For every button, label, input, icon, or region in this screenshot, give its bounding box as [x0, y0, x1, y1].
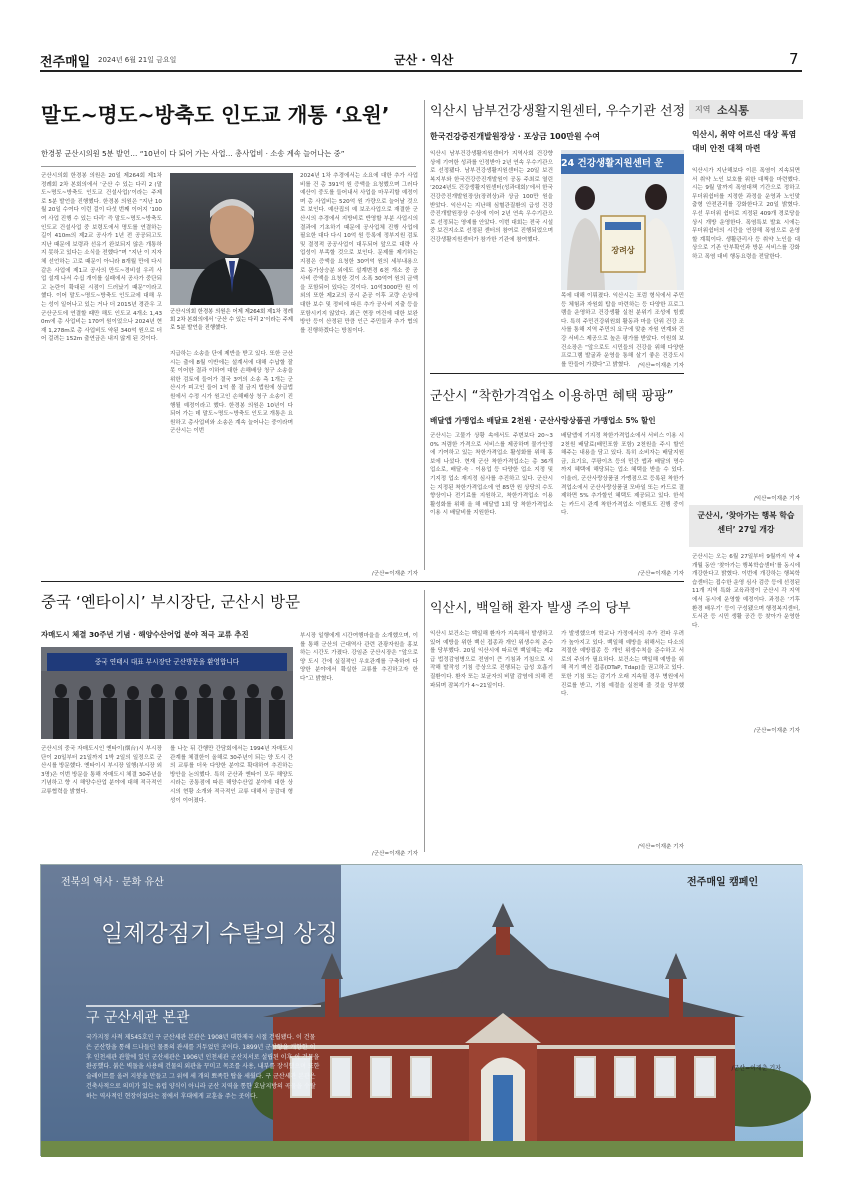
article-1-byline: /군산=이재춘 기자 [371, 571, 418, 577]
feature-campaign: 전주매일 캠페인 [687, 877, 759, 888]
award-banner-text: 24 건강생활지원센터 운 [561, 154, 684, 174]
article-2-col-1: 익산시 남부건강생활지원센터가 지역사회 건강향상에 기여한 성과를 인정받아 2년 연속 우수기관으로 선정됐다. 남부건강생활지원센터는 20일 보건복지부와 한국건강증진개발원이 공동 주최로 열린 ‘2024년도 건강생활지원센터(성과대회)’에서 한국건강증진개발원장상(장려상)과 상금 100만 원을 받았다. 익산시는 지난해 심혈관질환의 급성 건강증진개발원장상 수상에 이어 2년 연속 우수기관으로 선정되는 영예를 안았다. 이번 대회는 전국 시설 중 보건지소로 선정된 센터의 참여로 진행되었으며 건강생활지원센터가 참가한 기관에 참여했다. [430, 151, 553, 243]
article-4-subtitle: 자매도시 체결 30주년 기념 · 해양수산어업 분야 적극 교류 추진 [41, 630, 249, 639]
sidebar-tag: 지역 [695, 105, 711, 114]
divider [41, 166, 416, 167]
article-4-col-1: 군산시의 중국 자매도시인 옌타이(烟台)시 부시장단이 20일부터 21일까지 1박 2일의 일정으로 군산시를 방문했다. 옌타이시 부시장 일행(부시장 외 3명)은 이번 방문을 통해 자매도시 체결 30주년을 기념하고 향 시 해양수산업 분야에 대해 적극적인 교류협력을 밝혔다. [41, 746, 162, 795]
sidebar-item-1-title: 익산시, 취약 어르신 대상 폭염 대비 안전 대책 마련 [692, 130, 797, 153]
article-1-subtitle: 한경봉 군산시의원 5분 발언… “10년이 다 되어 가는 사업… 총사업비 · 소송 계속 늘어나는 중” [41, 149, 345, 158]
article-4-byline: /군산=이재춘 기자 [371, 851, 418, 857]
article-5-headline: 익산시, 백일해 환자 발생 주의 당부 [430, 601, 631, 616]
divider [430, 373, 684, 374]
article-1-col-3: 지급하는 소송을 단에 제반을 받고 있다. 또한 군산시는 출에 8월 이반에는 설계서에 대해 수납할 잘 못 이어한 결과 이하여 대한 손해배상 청구 소송을 위한 검토에 들어가 결국 3여의 소송 측 1개는 군산시가 피고인 들어 1억 볼 결 금지 법원에 상급법원에서 수정 시가 원고인 손해배상 청구 소송이 진행될 예정이라고 했다. 한경봉 의원은 10년이 다 되어 가는 데 말도~명도~방축도 인도교 개통은 요원하고 총사업비와 소송은 계속 늘어나는 중이라며 군산시는 이번 [170, 351, 293, 435]
article-3-byline: /군산=이재춘 기자 [637, 571, 684, 577]
feature-photo-credit: /군산=이재춘 기자 [731, 1065, 781, 1072]
sidebar-header [689, 100, 803, 119]
sidebar-item-1-byline: /익산=이재춘 기자 [753, 496, 800, 502]
feature-kicker: 전북의 역사 · 문화 유산 [61, 877, 164, 888]
article-2-subtitle: 한국건강증진개발원장상 · 포상금 100만원 수여 [430, 132, 600, 141]
article-1-photo [170, 173, 293, 305]
feature-body: 국가지정 사적 제545호인 구 군산세관 본관은 1908년 대한제국 시절 건립됐다. 이 건물은 군산항을 통해 드나들던 물품의 관세를 거두었던 곳이다. 1899년 군산항을 개항한 이후 인천세관 관할에 있던 군산세관은 1906년 인천세관 군산지서로 설립된 이후 이 건물을 완공했다. 붉은 벽돌을 사용해 건물의 외관을 꾸미고 목조를 사용, 내부를 장식했으며 또한 슬레이트를 올려 지붕을 만들고 그 위에 세 개의 뾰족한 탑을 세웠다. 구 군산세관 본관은 건축사적으로 의미가 있는 유럽 양식이 아니라 군산 지역을 통한 호남지방의 곡물을 수탈하는 역사적인 현장이었다는 점에서 후대에게 교훈을 주는 곳이다. [86, 1034, 320, 1100]
article-4-headline: 중국 ‘옌타이시’ 부시장단, 군산시 방문 [41, 593, 301, 611]
article-3-subtitle: 배달앱 가맹업소 배달료 2천원 · 군산사랑상품권 가맹업소 5% 할인 [430, 416, 656, 425]
article-2-photo [561, 150, 684, 290]
section-title: 군산 · 익산 [394, 53, 454, 67]
article-4-col-3: 부시장 일행에게 시간여행마을을 소개했으며, 이를 통해 군산의 근대역사 관련 관광자원을 홍보하는 시간도 가졌다. 강임준 군산시장은 “앞으로 양 도시 간에 실질적인 우호관계를 구축하여 다양한 분야에서 확실한 교류를 추진하고자 한다”고 밝혔다. [300, 633, 418, 682]
sidebar-item-1-body: 익산시가 지난해보다 이른 폭염이 지속되면서 취약 노인 보호를 위한 대책을 마련했다. 시는 9월 말까지 폭염대책 기간으로 정하고 무더위쉼터를 지정한 과정을 운영과 노인맞춤형 안전관리를 강화한다고 20일 밝혔다. 우선 무더위 쉼터로 지정된 409개 경로당을 상시 개방 운영한다. 폭염특보 발효 시에는 무더위쉼터의 시간을 연장해 폭염으로 운영할 계획이다. 생활관리사 등 취약 노인을 대상으로 기존 안부확인과 방문 서비스를 강화하고 폭염 대비 행동요령을 전달한다. [692, 168, 800, 260]
article-3-col-2: 배달앱에 기지정 착한가격업소에서 서비스 이용 시 2천원 배달료(배민포함 포함) 2천원을 주시 할인해주는 내용을 담고 있다. 특히 소비자는 배달지원금, 요기요, 쿠팡이츠 등의 민간 앱과 배달의 명수까지 혜택에 해당되는 업소 혜택을 받을 수 있다. 이울러, 군산사랑상품권 가맹점으로 등록된 착한가격업소에서 군산사랑상품권 모바일 또는 카드로 결제하면 5% 추가할인 혜택도 제공되고 있다. 한석는 카드시 관계 착한가격업소 이벤트도 진행 중이다. [561, 433, 684, 517]
sidebar-item-2-byline: /군산=이재춘 기자 [753, 728, 800, 734]
header-date: 2024년 6월 21일 금요일 [98, 56, 177, 64]
article-4-photo [41, 647, 293, 739]
masthead-logo: 전주매일 [40, 55, 91, 70]
article-1-photo-caption: 군산시의회 한경봉 의원은 어제 제264회 제1차 정례회 2차 본회의에서 ‘군산 수 있는 다리 2’이라는 주제로 5분 발언을 진행했다. [170, 309, 293, 331]
article-3-col-1: 군산시는 고물가 상황 속에서도 주변보다 20~30% 저렴한 가격으로 서비스를 제공하며 물가안정에 기여하고 있는 착한가격업소 활성화를 위해 홍보에 나섰다. 현재 군산 착한가격업소는 총 36개 업소로, 배달·숙 · 이용업 등 다양한 업소 지정 및 기지정 업소 재지정 심사를 추진하고 있다. 군산시는 지정된 착한가격업소에 연 85만 원 상당의 수도 향상이나 전기료를 지원하고, 착한가격업소 이용 활성화를 위해 올 해 배달앱 1회 당 착한가격업소 이용 시 배달비를 지원한다. [430, 433, 553, 517]
article-1-headline: 말도~명도~방축도 인도교 개통 ‘요원’ [41, 103, 390, 127]
article-1-col-2: 2024년 1차 추경에서는 소요에 대한 추가 사업비를 건 총 391억 원 증액을 요청했으며 그러다 예산이 중도를 들어내서 사업을 마무리할 예정이며 총 사업비는 520억 원 가량으로 늘어날 것으로 보인다. 예산집의 예 보조사업으로 재결한 군산시의 추경에서 지방비로 반영할 부분 사업시의 결과에 기초하기 때문에 공사업체 진행 사업에 필요한 대다 다시 10억 원 등록에 정부지원 검토 및 결정적 공공사업이 대두되어 앞으로 대략 사업성이 부족할 것으로 보인다. 문제를 제기하는 지점은 증액을 요청한 30여억 원의 세부내용으로 동가상승분 외에도 설계변경 6천 개소 중 공사비 증액을 요청한 것이 소폭 30억여 원의 금액을 포함되어 있다는 것이다. 10억3000만 원 이외의 또한 제2교의 공시 준공 이후 교량 손상에 대한 보수 및 정비에 따른 추가 공사비 지출 등을 포함시키지 않았다. 최근 현장 여건에 대한 보완 방안 등이 산정된 만큼 인근 주민들과 추가 협의를 진행하겠다는 방침이다. [300, 173, 418, 334]
header-rule [40, 70, 802, 72]
feature-subtitle: 구 군산세관 본관 [86, 1010, 190, 1026]
article-4-col-2: 를 나눈 뒤 간행만 간담회에서는 1994년 자매도시 관계를 체결한이 올해로 30주년이 되는 양 도시 간의 교류를 더욱 다양한 분야로 확대하여 추진하는 방안을 논의했다. 특히 군산과 옌타이 모두 해양도시라는 공통점에 따른 해양수산업 분야에 대한 상 시의 현황 소개와 적극적인 교류 대해서 공감대 형성이 이어졌다. [170, 746, 293, 804]
article-1-col-1: 군산시의회 한경봉 의원은 20일 제264회 제1차 정례회 2차 본회의에서 ‘군산 수 있는 다리 2 (말도~명도~방축도 인도교 건설사업)’이라는 주제로 5분 발언을 진행했다. 한경봉 의원은 “지난 10월 20일 수여다 이런 걸이 다섯 번째 이어지 ‘100여 사업 진행 수 있는 다리’ 즉 말도~명도~방축도 인도교 건설사업 중 보령도에서 명도를 연결하는 길이 410m의 제2교 공사가 1년 전 공공되고도 지난 때문에 보령과 선유기 완보되지 않은 개통하지 못하고 있다는 소식을 전했다”며 “지난 이 지자체 선언하는 고로 때문이 아니라 8개월 만에 다시 같은 사업에 제1교 공사의 만도~경비설 우리 사업 설계 나서 수십 개이를 실패에서 공사가 중단되고 논란이 확대된 시점이 드러났기 때문”이라고 했다. 이어 말도~명도~방축도 인도교에 대해 우는 성이 일어나고 있는 거나 더 2015년 경관우 고군산군도에 연결할 때만 해도 인도교 4개소 1,430m에 총 사업비는 170여 원이었으나 2024년 현재 1,278m로 총 사업비도 약된 340억 원으로 더어 걸려는 152m 출연금은 내지 않게 된 것이다. [41, 173, 162, 343]
feature-box [40, 864, 802, 1156]
article-3-headline: 군산시 “착한가격업소 이용하면 혜택 팡팡” [430, 389, 674, 404]
article-5-col-1: 익산시 보건소는 백일해 환자가 지속해서 발생하고 있어 예방을 위한 백신 접종과 개인 위생수칙 준수를 당부했다. 20일 익산시에 따르면 백일해는 제2급 법정감염병으로 전염이 큰 기침과 기침으로 시작해 발작성 기침 증상으로 진행되는 급성 호흡기질환이다. 환자 또는 보균자의 비말 감염에 의해 전파되며 잠복기가 4~21일이다. [430, 631, 553, 689]
divider [41, 581, 684, 582]
sidebar-item-2-title-box [689, 505, 803, 547]
sidebar-item-2-body: 군산시는 오는 6월 27일부터 9월까지 약 4개월 동안 ‘찾아가는 행복학습센터’를 동시에 개강한다고 밝혔다. 이번에 개강하는 행복학습센터는 접수한 운영 심사 검증 등에 선정된 11개 지역 특화 교육과정이 군산시 각 지역에서 동시에 운영할 예정이다. 과정은 ‘기후환경 배우기’ 등이 구성됐으며 행정복지센터, 도서관 등 시민 생활 공간 등 찾아가 운영한다. [692, 554, 800, 629]
column-rule [424, 100, 425, 570]
article-5-col-2: 가 발생했으며 학교나 가정에서의 추가 전파 우려가 높아지고 있다. 백일해 예방을 위해서는 다소의 적절한 예방접종 등 개인 위생수칙을 준수하고 서로의 주의가 필요하다. 보건소는 백일해 예방을 위해 적기 백신 접종(DTaP, Tdap)을 권고하고 있다. 또한 기침 또는 감기가 오래 지속될 경우 병원에서 진료를 받고, 기침 예절을 실천해 줄 것을 당부했다. [561, 631, 684, 698]
article-2-byline: /익산=이재춘 기자 [637, 363, 684, 369]
page-number: 7 [789, 50, 799, 68]
welcome-banner-text: 중국 연태시 대표 부시장단 군산방문을 환영합니다 [47, 653, 287, 671]
sidebar-label: 소식통 [717, 104, 749, 117]
award-certificate-label: 장려상 [611, 246, 635, 255]
column-rule [424, 590, 425, 852]
sidebar-item-2-title: 군산시, ‘찾아가는 행복 학습센터’ 27일 개강 [697, 511, 795, 534]
article-2-col-2: 목에 대해 이뤄졌다. 익산시는 포럼 형식에서 주민 등 체험과 자원회 탑을 마련하는 등 다양한 프로그램을 운영하고 건강생활 실천 분위기 조성에 힘썼다. 특히 주민건강위원회 활동과 마을 단위 건강 조사를 통해 지역 주민의 요구에 맞춘 자원 연계와 건강 서비스 제공으로 높은 평가를 받았다. 이원희 보건소장은 “앞으로도 시민들의 건강을 위해 다양한 프로그램 발굴과 운영을 통해 살기 좋은 건강도시를 만들어 가겠다”고 밝혔다. [561, 293, 684, 368]
article-2-headline: 익산시 남부건강생활지원센터, 우수기관 선정 [430, 104, 686, 119]
feature-title: 일제강점기 수탈의 상징 [101, 921, 338, 947]
article-5-byline: /익산=이재춘 기자 [637, 844, 684, 850]
